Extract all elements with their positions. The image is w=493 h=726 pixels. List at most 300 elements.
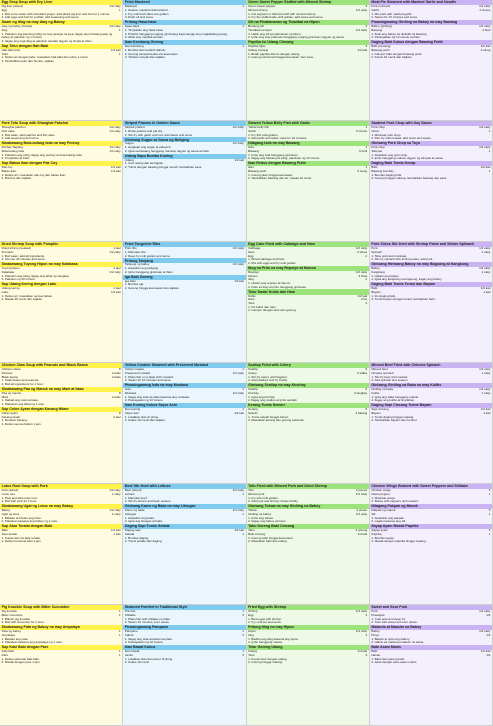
- ingredient-amount: 1/2 catty: [109, 125, 121, 130]
- ingredient-amount: 1: [242, 609, 244, 614]
- recipe-section: [0, 484, 122, 504]
- ingredient-name: Kulitis: [371, 390, 380, 395]
- ingredient-amount: 1/2 catty: [109, 508, 121, 513]
- recipe-step: 2. Masukkan kerang dan goreng sebentar.: [248, 418, 305, 423]
- recipe-section: [0, 262, 122, 282]
- ingredient-amount: 6 siung: [357, 168, 368, 173]
- ingredient-amount: 1: [242, 387, 244, 392]
- recipe-section: [370, 504, 492, 524]
- recipe-title: Kerang Tumis Seledri: [247, 403, 369, 408]
- ingredient-name: Baboy: [371, 629, 380, 634]
- ingredient-name: Telur: [248, 652, 255, 657]
- recipe-step: 2. Braise with peppers until cooked.: [371, 499, 419, 504]
- ingredient-amount: 1: [118, 609, 121, 614]
- recipe-section: [123, 645, 245, 665]
- ingredient-amount: 3: [365, 44, 368, 49]
- recipe-step: 2. Haluin sa matamis-maasim na sarsa.: [371, 640, 425, 645]
- recipe-section: [247, 645, 369, 665]
- ingredient-name: Baboy: [371, 266, 380, 271]
- recipe-step: 1. Pakuluin ang tubig; ilagay ang lahat ng sangkap.: [1, 273, 70, 278]
- recipe-step: 2. Simmer 20 minutes and serve.: [1, 257, 46, 262]
- recipe-step: 2. Igisa ang litsugas at baka.: [124, 519, 163, 524]
- recipe-step: 2. Pakuluan ang lahat ng 1 oras.: [1, 402, 45, 406]
- recipe-card: [247, 0, 370, 121]
- recipe-step: 2. Pakuluin ng 20 minuto.: [1, 277, 36, 282]
- recipe-title: Pritong Tadyang: [123, 258, 245, 263]
- ingredient-name: Udang kering: [1, 286, 20, 291]
- ingredient-amount: 1: [118, 7, 121, 12]
- recipe-section: [123, 20, 245, 40]
- recipe-section: [370, 484, 492, 504]
- recipe-step: 1. Ilagay ang isda at kabuti sa plato.: [124, 636, 173, 641]
- recipe-title: Sup Udang Kering dengan Labu: [0, 282, 122, 287]
- ingredient-name: Hati babi (iris): [1, 47, 21, 52]
- recipe-card: [0, 242, 123, 363]
- ingredient-name: Peanuts: [1, 370, 13, 375]
- ingredient-amount: 3: [365, 632, 368, 637]
- recipe-step: 2. Kukus 10 menit dan sajikan.: [124, 418, 166, 423]
- ingredient-name: Bola-bolang isda: [1, 148, 24, 153]
- recipe-step: 2. Tumis bayam dengan terasi; tambahkan babi.: [371, 297, 436, 302]
- ingredient-amount: 1 kati: [113, 531, 121, 536]
- recipe-title: Itlog na Prito na may Repolyo at Hamon: [247, 266, 369, 271]
- ingredient-amount: 3: [365, 652, 368, 657]
- ingredient-name: Chicken claws: [1, 367, 21, 372]
- recipe-title: Udang Sapu Bumbu Kuning: [123, 154, 245, 159]
- ingredient-amount: 1/2 catty: [109, 488, 121, 493]
- recipe-card: [123, 363, 246, 484]
- ingredient-amount: 1/4 catty: [479, 266, 491, 271]
- ingredient-name: Kaki babi: [1, 649, 14, 654]
- ingredient-name: Babi cincang: [248, 531, 266, 536]
- recipe-title: Meat Pie Steamed with Mashed Garlic and Noodle: [370, 0, 492, 5]
- ingredient-amount: 1/4 catty: [479, 387, 491, 392]
- ingredient-amount: 2 tangkay: [354, 390, 368, 395]
- recipe-section: [370, 403, 492, 423]
- recipe-title: Scallop Fried with Celery: [247, 363, 369, 368]
- recipe-title: Daging Babi Tumis Kecap: [370, 161, 492, 166]
- ingredient-name: Giniling na baboy: [248, 511, 272, 516]
- ingredient-amount: 6: [488, 488, 491, 493]
- ingredient-name: Paprika hijau: [248, 44, 266, 49]
- ingredient-name: Tofu: [248, 488, 254, 493]
- ingredient-name: Ham: [248, 249, 255, 254]
- recipe-step: 1. Rendam kacang.: [1, 418, 28, 423]
- ingredient-amount: 1/2 catty: [355, 27, 368, 32]
- recipe-section: [0, 363, 122, 387]
- recipe-title: Paprika Isi Udang Cincang: [247, 40, 369, 45]
- ingredient-amount: 6: [365, 367, 368, 372]
- recipe-card: [0, 121, 123, 242]
- recipe-title: Pork Slices Stir-fried with Shrimp Paste and Winter Splinach: [370, 242, 492, 247]
- ingredient-name: Pak coy: [1, 165, 13, 170]
- ingredient-name: Isda: [124, 387, 131, 392]
- recipe-step: 1. Shred cabbage and ham.: [248, 257, 286, 262]
- ingredient-name: Bayam: [371, 410, 381, 415]
- ingredient-name: Yellow belly fish: [248, 125, 270, 130]
- recipe-step: 2. Goreng sisi berisi hingga keemasan; beri saus.: [248, 55, 314, 60]
- ingredient-amount: 1: [488, 168, 491, 173]
- recipe-title: Minced Beef Fried with Chinese Spinach: [370, 363, 492, 368]
- ingredient-name: Shiitake: [124, 612, 136, 617]
- ingredient-name: Labu: [1, 289, 9, 294]
- ingredient-name: Sili: [371, 511, 376, 516]
- ingredient-name: Akar teratai: [1, 531, 17, 536]
- recipe-section: [247, 605, 369, 625]
- recipe-section: [370, 262, 492, 282]
- recipe-section: [0, 504, 122, 524]
- recipe-step: 1. Blanch pig knuckle.: [1, 616, 31, 621]
- ingredient-amount: 2 taels: [111, 394, 121, 399]
- ingredient-amount: 1 catty: [481, 390, 491, 395]
- ingredient-amount: 1/2 catty: [232, 262, 244, 267]
- ingredient-name: Babi: [371, 165, 378, 170]
- recipe-step: 2. Masak 20 menit dan sajikan.: [1, 297, 43, 302]
- ingredient-name: Telur: [248, 301, 255, 305]
- ingredient-name: Bayam: [371, 289, 381, 294]
- ingredient-amount: 2 stalks: [356, 370, 368, 375]
- ingredient-amount: 1/4 catty: [232, 508, 244, 513]
- recipe-section: [0, 645, 122, 665]
- ingredient-name: Egg: [248, 612, 254, 617]
- recipe-step: 2. Masak dengan paprika hingga matang.: [371, 539, 427, 544]
- ingredient-amount: 1 kati: [483, 289, 491, 294]
- recipe-title: Sayap Ayam Masak Paprika: [370, 524, 492, 529]
- recipe-step: 1. Atsarahin ang pork chop.: [371, 152, 408, 157]
- recipe-step: 1. Bumbui ikan terlebih dahulu.: [124, 47, 167, 52]
- recipe-title: Ginisang Tokwa na may Giniling na Baboy: [247, 504, 369, 509]
- recipe-step: 2. Masak dengan pare 1 jam.: [1, 660, 41, 665]
- ingredient-name: Baboy (giniling): [371, 24, 393, 29]
- ingredient-name: Hipon: [248, 629, 256, 634]
- recipe-step: 2. Campur dengan telur dan goreng.: [248, 308, 297, 313]
- ingredient-name: Nanas: [371, 652, 381, 657]
- recipe-step: 1. Rebus air; masukkan semua bahan.: [1, 293, 53, 298]
- ingredient-name: Bawang: [248, 148, 259, 153]
- ingredient-amount: 2: [365, 253, 368, 258]
- ingredient-amount: 1/4: [486, 652, 491, 657]
- recipe-title: Fried Tangerine Ribs: [123, 242, 245, 247]
- ingredient-amount: 1: [488, 531, 491, 536]
- ingredient-name: Litsugas: [124, 511, 137, 516]
- recipe-step: 3. Tiriskan minyak dan sajikan.: [124, 55, 166, 60]
- ingredient-amount: 2 taels: [111, 374, 121, 379]
- ingredient-name: Dried shrimp (soaked): [1, 246, 32, 251]
- recipe-step: 1. Place fish with shiitake on plate.: [124, 616, 171, 621]
- ingredient-amount: 1: [488, 491, 491, 496]
- recipe-title: Pinasingawang Isda na may Mustasa: [123, 383, 245, 388]
- recipe-section: [247, 40, 369, 60]
- recipe-step: 2. Prituhin hanggang maging ginintuang kayumanggi ang magkabilang panig.: [124, 31, 228, 36]
- recipe-title: Yellow Croaker Steamed with Preserved Mustard: [123, 363, 245, 368]
- recipe-step: 1. Atsarahin ang baka.: [124, 515, 155, 520]
- ingredient-amount: 1/2 catty: [232, 246, 244, 251]
- recipe-section: [123, 275, 245, 291]
- recipe-step: 1. Ibabad ang mani at itaas.: [1, 398, 39, 403]
- recipe-title: Sinabawang Ugat ng Lotus na may Baboy: [0, 504, 122, 509]
- recipe-card: [370, 0, 493, 121]
- recipe-title: Iga Babi Goreng: [123, 275, 245, 280]
- ingredient-amount: 1/2 kati: [234, 157, 244, 162]
- recipe-section: [123, 625, 245, 645]
- ingredient-amount: 1: [242, 531, 244, 536]
- ingredient-amount: 1/2 catty: [355, 269, 368, 274]
- ingredient-name: Pig knuckle: [1, 609, 17, 614]
- recipe-step: 1. Cut peppers in half and stuff with minced shrimp.: [248, 11, 317, 16]
- ingredient-name: Bawang putih: [371, 47, 390, 52]
- ingredient-amount: 2 piraso: [356, 508, 368, 513]
- recipe-section: [370, 40, 492, 60]
- recipe-card: [247, 484, 370, 605]
- recipe-section: [0, 282, 122, 302]
- ingredient-amount: 1/2 catty: [479, 24, 491, 29]
- ingredient-amount: 1/4 catty: [479, 246, 491, 251]
- ingredient-amount: 1: [242, 407, 244, 412]
- ingredient-name: Seledri: [248, 410, 258, 415]
- ingredient-name: Minced shrimp: [248, 7, 268, 12]
- recipe-step: 2. Iprito hanggang maluto.: [248, 640, 283, 645]
- recipe-step: 2. Ilagay ang mga itlog at pakuluin sandali; lagyan ng timpla at ihain.: [1, 39, 93, 43]
- recipe-card: [123, 0, 246, 121]
- ingredient-name: Sapi cincang: [371, 407, 389, 412]
- ingredient-amount: 3: [242, 652, 244, 657]
- recipe-step: 1. Igisa ang baka hanggang maluto.: [371, 394, 420, 399]
- recipe-step: 1. Campur babi dengan bawang putih.: [371, 51, 423, 56]
- recipe-title: Pritong Itlog na may Hipon: [247, 625, 369, 630]
- recipe-step: 2. Kukus 10 menit dan sajikan.: [371, 55, 413, 60]
- recipe-section: [0, 161, 122, 181]
- recipe-step: 1. Iris kubis dan ham.: [248, 304, 277, 309]
- recipe-step: 1. Goreng ikan hingga keemasan.: [248, 172, 294, 177]
- ingredient-amount: 1/4 catty: [109, 128, 121, 133]
- recipe-step: 2. Tumis dengan bawang hingga merah; tambahkan saus.: [124, 165, 203, 170]
- ingredient-amount: 1/2 catty: [355, 246, 368, 251]
- ingredient-name: Ikan bawal: [124, 649, 140, 654]
- ingredient-name: Yellow croaker: [124, 367, 145, 372]
- ingredient-name: Scallop: [248, 367, 258, 372]
- ingredient-amount: 1/4 catty: [355, 491, 368, 496]
- recipe-title: Ginisang Giniling na Baka na may Kulitis: [370, 383, 492, 388]
- recipe-step: 1. Balutin at iprito ang baboy.: [371, 636, 410, 641]
- ingredient-name: Repolyo: [248, 269, 260, 274]
- ingredient-name: Telur: [1, 51, 9, 56]
- recipe-title: Lotus Root Soup with Pork: [0, 484, 122, 489]
- recipe-section: [247, 0, 369, 20]
- ingredient-name: Isda: [248, 145, 254, 150]
- recipe-title: Egg Drop Soup with Dry Liver: [0, 0, 122, 5]
- recipe-step: 1. Letakkan ikan di piring.: [124, 414, 159, 419]
- ingredient-amount: 1/2 catty: [479, 4, 491, 9]
- ingredient-amount: 3 slices: [357, 249, 368, 254]
- recipe-step: 2. Steam 10 minutes; pour sauce.: [124, 620, 170, 625]
- ingredient-name: Kangkong: [371, 269, 385, 274]
- ingredient-amount: 1/2 kati: [234, 278, 244, 283]
- ingredient-amount: 1: [118, 51, 121, 56]
- recipe-card: [370, 605, 493, 726]
- recipe-card: [247, 605, 370, 726]
- recipe-card: [247, 363, 370, 484]
- ingredient-amount: 1/4 catty: [479, 367, 491, 372]
- recipe-section: [370, 605, 492, 625]
- recipe-step: 1. Bumbui sayap.: [371, 535, 395, 540]
- recipe-step: 2. Fry until set and serve.: [248, 620, 282, 625]
- recipe-step: 1. Marinate ribs.: [124, 249, 147, 254]
- recipe-step: 1. Iprito ang isda hanggang ginintuan.: [248, 152, 299, 157]
- ingredient-amount: 1 catty: [481, 370, 491, 375]
- ingredient-name: Jamur: [124, 652, 134, 657]
- recipe-title: Ginisang Sugpo sa Sarsa ng Buliging: [123, 137, 245, 142]
- recipe-step: 1. Stir-fry celery until fragrant.: [248, 374, 288, 379]
- recipe-step: 1. Fry fish until golden.: [248, 132, 279, 137]
- recipe-step: 1. Goreng tahu hingga keemasan.: [248, 535, 294, 540]
- recipe-section: [247, 383, 369, 403]
- recipe-title: Ikan Rebus dengan Bawang Putih: [247, 161, 369, 166]
- recipe-title: Chicken Wings Braised with Sweet Peppers and Shiitake: [370, 484, 492, 489]
- recipe-title: Ikan Bawal Kukus: [123, 645, 245, 650]
- ingredient-name: Shrimp: [248, 609, 258, 614]
- recipe-step: 2. Lagain kasama ang sili.: [371, 519, 407, 524]
- ingredient-amount: 6: [488, 508, 491, 513]
- ingredient-name: Egg: [1, 7, 7, 12]
- ingredient-name: Pampano: [124, 629, 138, 634]
- recipe-step: 2. Steam for 10 minutes and serve.: [124, 378, 172, 383]
- recipe-step: 1. Ilagay ang isda sa plato kasama ang mustasa.: [124, 394, 190, 399]
- recipe-title: Daging Sapi Tumis Selada: [123, 524, 245, 529]
- ingredient-name: Sayur asin: [124, 410, 140, 415]
- recipe-step: 2. Tambahkan bayam dan bumbui.: [371, 418, 418, 423]
- ingredient-amount: 1: [118, 649, 121, 654]
- recipe-card: [123, 605, 246, 726]
- ingredient-amount: 1 catty: [111, 491, 121, 496]
- recipe-title: Sup Bakso Ikan dengan Pak Coy: [0, 161, 122, 166]
- recipe-title: Sup Ceker Ayam dengan Kacang Hitam: [0, 407, 122, 412]
- recipe-section: [370, 625, 492, 645]
- recipe-step: 1. Rebus air dengan jahe; masukkan hati babi dan rebus 1 menit.: [1, 55, 89, 60]
- recipe-step: 2. Ihalo sa itlog at iprito hanggang ginintuan.: [248, 284, 307, 289]
- ingredient-name: Kalabasa: [1, 269, 15, 274]
- ingredient-amount: 1 kati: [483, 410, 491, 415]
- ingredient-amount: 1: [118, 632, 121, 637]
- ingredient-name: Bawang putih: [248, 168, 267, 173]
- ingredient-name: Sayap ayam: [371, 528, 389, 533]
- ingredient-name: Paa ng manok: [1, 390, 21, 395]
- recipe-step: 2. Add spinach and season.: [371, 378, 409, 383]
- recipe-section: [247, 625, 369, 645]
- recipe-step: 2. Ilagay ang baboy at hipon.: [248, 519, 287, 524]
- recipe-title: Nilagang Pakpak ng Manok: [370, 504, 492, 509]
- ingredient-amount: 1 tael: [113, 286, 121, 291]
- recipe-title: Steamed Pomfret in Traditional Style: [123, 605, 245, 610]
- ingredient-name: Berdeng sili: [248, 24, 264, 29]
- recipe-step: 2. Tambahkan bawang dan air; masak 10 menit.: [248, 176, 312, 181]
- recipe-section: [123, 383, 245, 403]
- recipe-step: 2. Kukus 10 menit.: [124, 660, 150, 665]
- ingredient-amount: 1/2 kati: [480, 165, 491, 170]
- ingredient-amount: 1: [242, 367, 244, 372]
- recipe-step: 1. Place fish on a plate with mustard.: [124, 374, 174, 379]
- recipe-section: [123, 484, 245, 504]
- recipe-step: 1. Bumbui iga.: [124, 282, 145, 287]
- ingredient-amount: 2 pieces: [355, 488, 368, 493]
- ingredient-name: Pechay Tagalog: [1, 145, 23, 150]
- ingredient-amount: 1/4 kati: [234, 528, 244, 533]
- recipe-section: [247, 363, 369, 383]
- recipe-section: [370, 363, 492, 383]
- recipe-step: 2. Boil all ingredients for 1 hour.: [1, 382, 44, 386]
- ingredient-amount: 1: [242, 24, 244, 29]
- recipe-step: 1. Timplahan ang hasa-hasa.: [124, 27, 164, 32]
- recipe-step: 1. Hugasan ang sugpo at patuyuin.: [124, 145, 172, 150]
- recipe-section: [123, 121, 245, 137]
- recipe-step: 1. Peel and slice lotus root.: [1, 495, 38, 500]
- ingredient-amount: 1: [242, 491, 244, 496]
- recipe-step: 1. Hatiin ang sili at palamanan ng hipon.: [248, 31, 302, 36]
- recipe-title: Striped Prawns in Golden Sauce: [123, 121, 245, 126]
- recipe-step: 1. Marinate beef.: [124, 495, 148, 500]
- ingredient-name: Spinach: [371, 249, 383, 254]
- recipe-section: [0, 387, 122, 407]
- ingredient-amount: 1: [488, 148, 491, 153]
- ingredient-name: Paprika: [371, 531, 382, 536]
- recipe-step: 1. Kupas dan iris akar teratai.: [1, 535, 41, 540]
- ingredient-name: Itlog: [1, 27, 8, 32]
- ingredient-name: Pare: [1, 652, 8, 657]
- ingredient-name: Cabbage: [248, 246, 261, 251]
- recipe-step: 2. Ilagay ang bawang at tubig; pakuluan ng 10 minuto.: [248, 156, 321, 161]
- recipe-section: [0, 121, 122, 141]
- ingredient-amount: 1/2 kati: [110, 528, 121, 533]
- ingredient-amount: 1/2 kati: [357, 47, 368, 52]
- ingredient-name: Bawang: [371, 27, 383, 32]
- ingredient-name: Pork chop: [371, 145, 385, 150]
- recipe-step: 2. Goreng hingga matang; tambahkan bawang dan saus.: [371, 176, 448, 181]
- ingredient-name: Pomfret: [124, 609, 136, 614]
- ingredient-amount: 1: [488, 128, 491, 133]
- recipe-title: Daging Babi Kukus dengan Bawang Putih: [370, 40, 492, 45]
- ingredient-amount: 1: [365, 165, 368, 170]
- recipe-step: 2. Bumbui dan sajikan.: [1, 176, 32, 181]
- ingredient-amount: 1/2 catty: [479, 125, 491, 130]
- recipe-step: 2. Tambahkan telur dan bumbu, sajikan.: [1, 59, 55, 63]
- ingredient-name: Pinya: [371, 632, 379, 637]
- ingredient-name: Sweet pepper: [371, 491, 390, 496]
- recipe-card: [0, 0, 123, 121]
- ingredient-amount: 3 hiwa: [358, 273, 368, 278]
- ingredient-name: Kabuti: [124, 632, 134, 637]
- recipe-step: 2. Pakuluan kasama ang baboy ng 1 oras.: [1, 519, 58, 524]
- ingredient-amount: 4 siung: [480, 47, 491, 52]
- ingredient-name: Mustasa: [124, 390, 137, 395]
- ingredient-name: Bakso ikan: [1, 168, 17, 173]
- ingredient-name: Sugpo: [124, 141, 134, 146]
- recipe-title: Sup Kaki Babi dengan Pare: [0, 645, 122, 650]
- ingredient-name: Pork chop: [371, 125, 385, 130]
- ingredient-amount: 1 tael: [113, 246, 121, 251]
- recipe-card: [0, 484, 123, 605]
- ingredient-amount: 1: [242, 511, 244, 516]
- ingredient-name: Kubis: [248, 293, 256, 298]
- ingredient-name: Babi: [1, 528, 8, 533]
- recipe-section: [370, 524, 492, 544]
- ingredient-name: Udang: [248, 649, 257, 654]
- recipe-step: 1. Boil water; add pakchoi and fish cake.: [1, 132, 56, 137]
- recipe-card: [370, 121, 493, 242]
- ingredient-amount: 1/2 catty: [479, 629, 491, 634]
- recipe-card: [247, 121, 370, 242]
- recipe-step: 2. Timplahan at ihain.: [1, 156, 31, 161]
- ingredient-name: Babi (cincang): [371, 44, 391, 49]
- ingredient-name: Bitter cucumber: [1, 612, 23, 617]
